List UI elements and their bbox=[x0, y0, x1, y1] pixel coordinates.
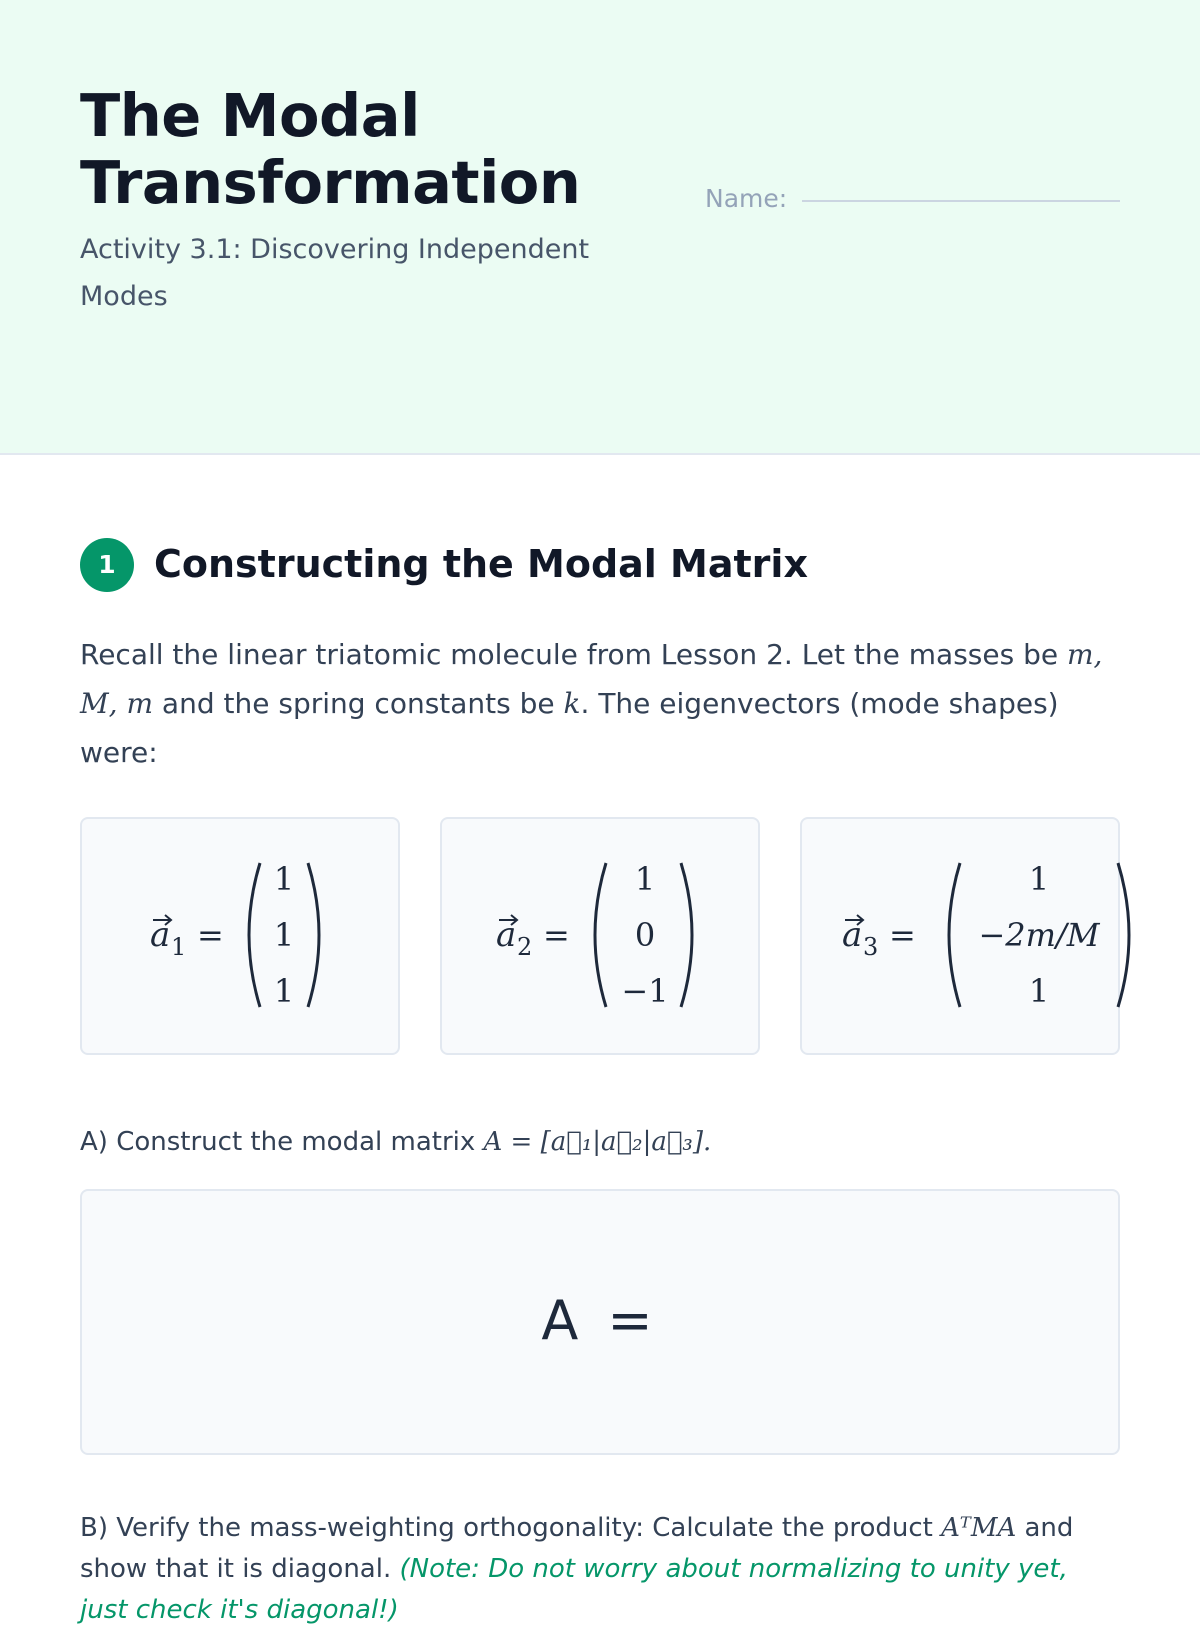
right-paren-icon bbox=[681, 863, 692, 1007]
vector-3-index: 3 bbox=[863, 933, 879, 961]
question-b-text: B) Verify the mass-weighting orthogonality: Calculate the product bbox=[80, 1513, 942, 1543]
question-b-math: AᵀMA bbox=[941, 1513, 1017, 1543]
question-a bbox=[80, 1124, 1120, 1160]
question-a-text: A) Construct the modal matrix bbox=[80, 1127, 484, 1157]
vector-1-entry-2: 1 bbox=[273, 916, 295, 954]
eigenvector-box-2 bbox=[440, 817, 760, 1055]
vector-1-entry-1: 1 bbox=[273, 860, 295, 898]
eigenvector-3-math bbox=[802, 819, 1122, 1057]
eigenvector-1-math bbox=[82, 819, 402, 1057]
left-paren-icon bbox=[595, 863, 606, 1007]
vector-1-index: 1 bbox=[171, 933, 187, 961]
question-a-math: A = [a⃗₁|a⃗₂|a⃗₃]. bbox=[483, 1127, 712, 1157]
left-paren-icon bbox=[949, 863, 960, 1007]
left-paren-icon bbox=[249, 863, 260, 1007]
vector-3-entry-3: 1 bbox=[1028, 972, 1050, 1010]
answer-box-a[interactable] bbox=[80, 1189, 1120, 1455]
vector-3-entry-1: 1 bbox=[1028, 860, 1050, 898]
vector-2-equals: = bbox=[543, 916, 570, 954]
intro-math-k: k bbox=[563, 687, 581, 720]
question-b-note: (Note: Do not worry about normalizing to unity yet, just check it's diagonal!) bbox=[80, 1554, 1068, 1625]
vector-1-entry-3: 1 bbox=[273, 972, 295, 1010]
eigenvector-box-1 bbox=[80, 817, 400, 1055]
section-title: Constructing the Modal Matrix bbox=[154, 542, 808, 586]
vector-1-label: a bbox=[150, 915, 171, 955]
intro-text-2: and the spring constants be bbox=[153, 687, 564, 720]
name-field[interactable] bbox=[802, 200, 1120, 202]
intro-text-3: . The eigenvectors (mode shapes) were: bbox=[80, 687, 1059, 769]
eigenvector-2-math bbox=[442, 819, 762, 1057]
intro-text-1: Recall the linear triatomic molecule from Lesson 2. Let the masses be bbox=[80, 638, 1067, 671]
vector-2-entry-1: 1 bbox=[634, 860, 656, 898]
vector-2-entry-3: −1 bbox=[621, 972, 669, 1010]
vector-1-equals: = bbox=[197, 916, 224, 954]
intro-math-masses: m, M, m bbox=[80, 638, 1103, 720]
vector-3-label: a bbox=[842, 915, 863, 955]
section-number-badge: 1 bbox=[80, 538, 134, 592]
answer-box-label: A = bbox=[541, 1289, 659, 1352]
vector-2-index: 2 bbox=[517, 933, 533, 961]
intro-paragraph bbox=[80, 630, 1120, 777]
right-paren-icon bbox=[308, 863, 319, 1007]
vector-3-entry-2: −2m/M bbox=[978, 916, 1100, 954]
right-paren-icon bbox=[1118, 863, 1129, 1007]
name-label: Name: bbox=[705, 184, 788, 213]
page-subtitle: Activity 3.1: Discovering Independent Modes bbox=[80, 234, 590, 312]
vector-2-entry-2: 0 bbox=[634, 916, 656, 954]
vector-2-label: a bbox=[496, 915, 517, 955]
vector-3-equals: = bbox=[889, 916, 916, 954]
header-banner bbox=[0, 0, 1200, 455]
eigenvector-box-3 bbox=[800, 817, 1120, 1055]
question-b bbox=[80, 1508, 1120, 1631]
page-title: The Modal Transformation bbox=[80, 81, 581, 217]
question-b-text-2: and show that it is diagonal. bbox=[80, 1513, 1074, 1584]
